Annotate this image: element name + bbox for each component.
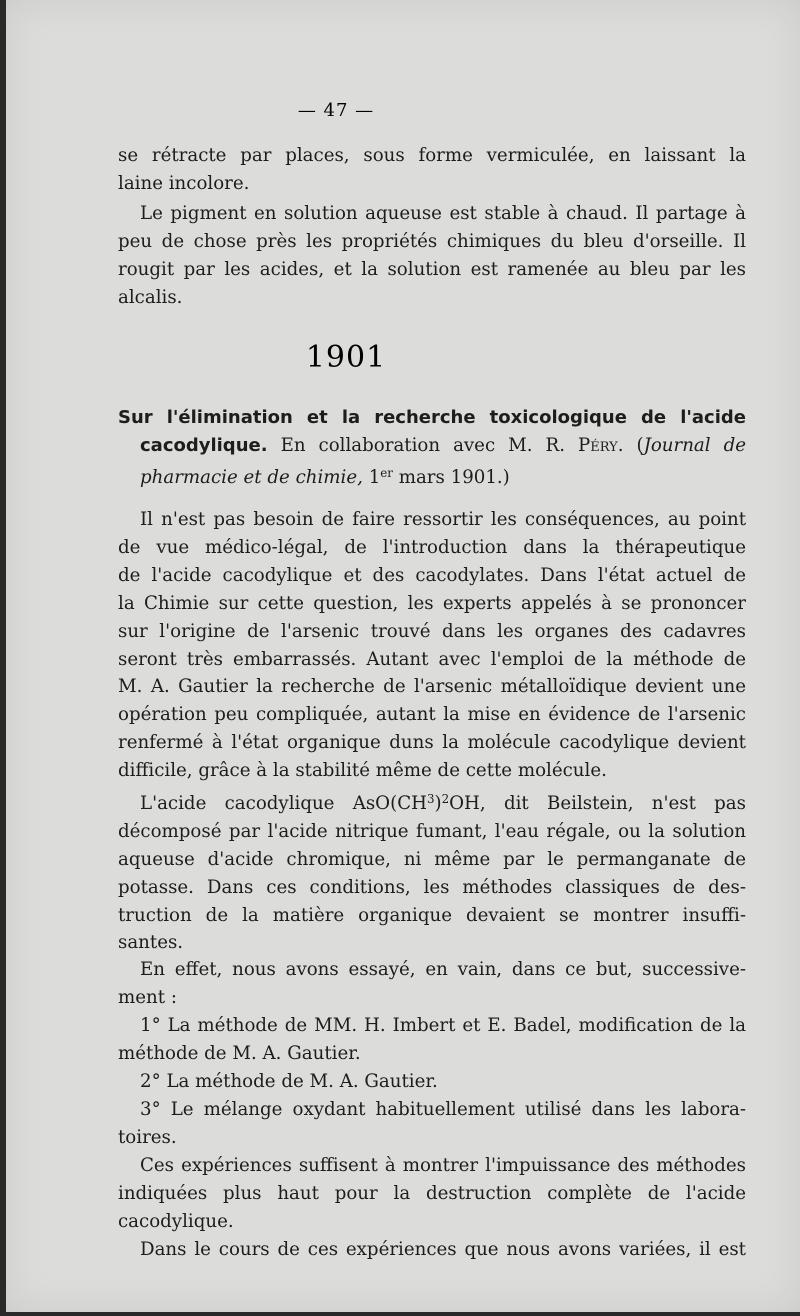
text-line: opération peu compliquée, autant la mise en évidence de l'arsenic — [118, 704, 746, 726]
formula-text: L'acide cacodylique AsO(CH — [140, 792, 427, 814]
text-line: Le pigment en solution aqueuse est stable à chaud. Il partage à — [140, 203, 746, 224]
text-line: potasse. Dans ces conditions, les méthodes classiques de des- — [118, 876, 746, 898]
paragraph-acid — [118, 786, 746, 957]
text-line: En effet, nous avons essayé, en vain, dans ce but, successive- — [140, 959, 746, 980]
text-line: Il n'est pas besoin de faire ressortir les conséquences, au point — [140, 509, 746, 530]
text-line: alcalis. — [118, 286, 183, 308]
paragraph-consequences — [118, 506, 746, 785]
page-number: — 47 — — [297, 100, 375, 121]
list-item-3 — [118, 1096, 746, 1152]
text-line: la Chimie sur cette question, les experts appelés à se prononcer — [118, 592, 746, 614]
title-paren: . ( — [617, 434, 644, 456]
text-line: Ces expériences suffisent à montrer l'impuissance des méthodes — [140, 1155, 746, 1176]
text-line: aqueuse d'acide chromique, ni même par le permanganate de — [118, 848, 746, 870]
text-line: ment : — [118, 986, 177, 1008]
title-date-sup: er — [380, 465, 393, 480]
text-line: indiquées plus haut pour la destruction complète de l'acide — [118, 1182, 746, 1204]
text-line: 1° La méthode de MM. H. Imbert et E. Badel, modification de la — [140, 1015, 746, 1036]
paragraph-intro — [118, 142, 746, 198]
title-journal-2: pharmacie et de chimie, — [140, 466, 363, 488]
formula-text: ) — [434, 792, 442, 814]
text-line: méthode de M. A. Gautier. — [118, 1042, 361, 1064]
text-line: santes. — [118, 932, 184, 954]
text-line: se rétracte par places, sous forme vermiculée, en laissant la — [118, 145, 746, 166]
formula-sup: 2 — [441, 792, 450, 806]
title-date: 1 — [368, 466, 381, 488]
text-line: peu de chose près les propriétés chimiques du bleu d'orseille. Il — [118, 230, 746, 252]
text-line: sur l'origine de l'arsenic trouvé dans les organes des cadavres — [118, 620, 746, 642]
text-line: M. A. Gautier la recherche de l'arsenic métalloïdique devient une — [118, 676, 746, 698]
text-line: rougit par les acides, et la solution est ramenée au bleu par les — [118, 258, 746, 280]
list-item-1 — [118, 1012, 746, 1068]
formula-sup: 3 — [426, 792, 435, 806]
text-line: renfermé à l'état organique duns la molécule cacodylique devient — [118, 732, 746, 754]
article-title — [118, 404, 746, 492]
paragraph-cours — [118, 1236, 746, 1264]
list-item-2 — [118, 1068, 746, 1096]
book-page — [6, 0, 800, 1312]
formula-text: OH, dit Beilstein, n'est pas — [449, 792, 746, 814]
title-collab: En collaboration avec M. R. — [280, 434, 578, 456]
text-line: truction de la matière organique devaient se montrer insuffi- — [118, 904, 746, 926]
paragraph-experiences — [118, 1152, 746, 1236]
text-line: cacodylique. — [118, 1210, 234, 1232]
text-line: seront très embarrassés. Autant avec l'emploi de la méthode de — [118, 648, 746, 670]
text-line: laine incolore. — [118, 172, 250, 194]
text-line: toires. — [118, 1126, 177, 1148]
text-line: 3° Le mélange oxydant habituellement utilisé dans les labora- — [140, 1099, 746, 1120]
title-journal: Journal de — [643, 434, 746, 456]
text-line: difficile, grâce à la stabilité même de cette molécule. — [118, 760, 607, 782]
title-author: Péry — [577, 434, 618, 456]
text-line: décomposé par l'acide nitrique fumant, l'eau régale, ou la solution — [118, 820, 746, 842]
text-line: de vue médico-légal, de l'introduction dans la thérapeutique — [118, 536, 746, 558]
text-line: de l'acide cacodylique et des cacodylates. Dans l'état actuel de — [118, 564, 746, 586]
text-line: 2° La méthode de M. A. Gautier. — [140, 1071, 438, 1092]
title-date-rest: mars 1901.) — [392, 466, 510, 488]
paragraph-pigment — [118, 200, 746, 312]
year-heading: 1901 — [305, 340, 387, 375]
title-bold-line1: Sur l'élimination et la recherche toxicologique de l'acide — [118, 407, 746, 428]
paragraph-effet — [118, 956, 746, 1012]
text-line: Dans le cours de ces expériences que nous avons variées, il est — [140, 1239, 746, 1260]
title-bold-line2: cacodylique. — [140, 434, 268, 456]
